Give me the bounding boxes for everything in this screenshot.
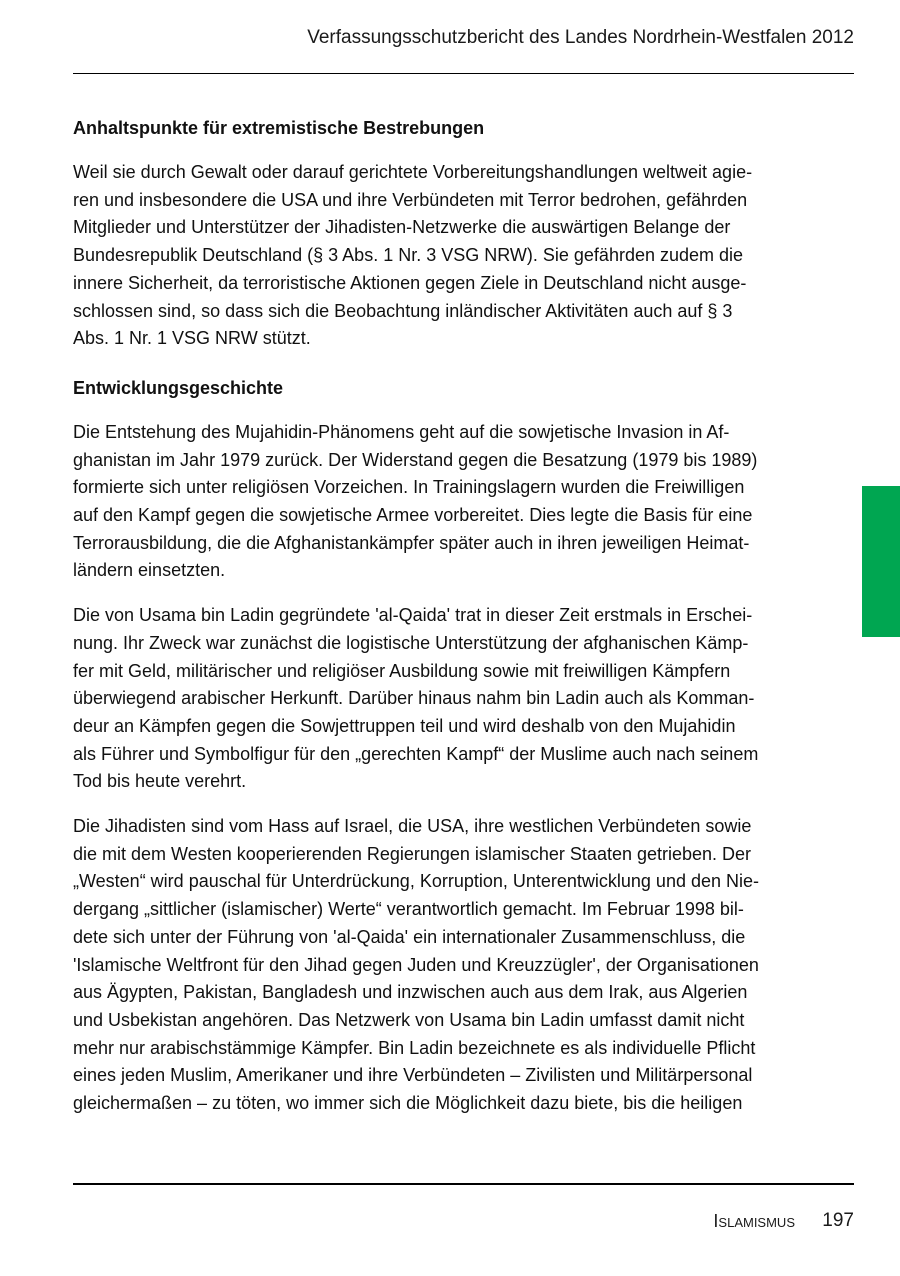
section-extremist-indicators xyxy=(73,114,813,353)
paragraph xyxy=(73,813,813,1118)
page-number: 197 xyxy=(822,1210,854,1231)
text-line: Mitglieder und Unterstützer der Jihadisten-Netzwerke die auswärtigen Belange der xyxy=(73,217,731,238)
text-line: Die von Usama bin Ladin gegründete 'al-Qaida' trat in dieser Zeit erstmals in Erschei- xyxy=(73,605,753,626)
text-line: fer mit Geld, militärischer und religiöser Ausbildung sowie mit freiwilligen Kämpfern xyxy=(73,660,731,681)
footer-section-label: Islamismus xyxy=(713,1211,795,1231)
text-line: mehr nur arabischstämmige Kämpfer. Bin Ladin bezeichnete es als individuelle Pflicht xyxy=(73,1037,756,1058)
running-header-title: Verfassungsschutzbericht des Landes Nordrhein-Westfalen 2012 xyxy=(307,27,854,48)
footer-divider xyxy=(73,1183,854,1185)
text-line: ren und insbesondere die USA und ihre Verbündeten mit Terror bedrohen, gefährden xyxy=(73,189,748,210)
text-line: die mit dem Westen kooperierenden Regierungen islamischer Staaten getrieben. Der xyxy=(73,843,752,864)
text-line: überwiegend arabischer Herkunft. Darüber hinaus nahm bin Ladin auch als Komman- xyxy=(73,688,755,709)
text-line: Weil sie durch Gewalt oder darauf gerichtete Vorbereitungshandlungen weltweit agie- xyxy=(73,162,753,182)
text-line: als Führer und Symbolfigur für den „gerechten Kampf“ der Muslime auch nach seinem xyxy=(73,743,759,764)
section-heading: Anhaltspunkte für extremistische Bestrebungen xyxy=(73,118,485,138)
text-line: aus Ägypten, Pakistan, Bangladesh und inzwischen auch aus dem Irak, aus Algerien xyxy=(73,982,748,1003)
section-heading: Entwicklungsgeschichte xyxy=(73,377,284,398)
text-line: deur an Kämpfen gegen die Sowjettruppen teil und wird deshalb von den Mujahidin xyxy=(73,715,736,736)
text-line: 'Islamische Weltfront für den Jihad gegen Juden und Kreuzzügler', der Organisationen xyxy=(73,954,759,975)
page-body xyxy=(73,114,813,1118)
header-divider xyxy=(73,73,854,74)
text-line: Bundesrepublik Deutschland (§ 3 Abs. 1 Nr. 3 VSG NRW). Sie gefährden zudem die xyxy=(73,245,744,266)
paragraph xyxy=(73,602,813,796)
text-line: schlossen sind, so dass sich die Beobachtung inländischer Aktivitäten auch auf § 3 xyxy=(73,300,733,321)
text-line: Tod bis heute verehrt. xyxy=(73,771,247,792)
text-line: auf den Kampf gegen die sowjetische Armee vorbereitet. Dies legte die Basis für eine xyxy=(73,505,753,526)
text-line: formierte sich unter religiösen Vorzeichen. In Trainingslagern wurden die Freiwilligen xyxy=(73,477,745,498)
text-line: dergang „sittlicher (islamischer) Werte“ verantwortlich gemacht. Im Februar 1998 bil- xyxy=(73,899,744,920)
text-line: Die Entstehung des Mujahidin-Phänomens geht auf die sowjetische Invasion in Af- xyxy=(73,421,730,442)
text-line: eines jeden Muslim, Amerikaner und ihre Verbündeten – Zivilisten und Militärpersonal xyxy=(73,1065,753,1086)
text-line: „Westen“ wird pauschal für Unterdrückung, Korruption, Unterentwicklung und den Nie- xyxy=(73,871,760,892)
text-line: Abs. 1 Nr. 1 VSG NRW stützt. xyxy=(73,328,311,349)
paragraph xyxy=(73,419,813,585)
text-line: ländern einsetzten. xyxy=(73,560,226,581)
text-line: dete sich unter der Führung von 'al-Qaida' ein internationaler Zusammenschluss, die xyxy=(73,926,746,947)
paragraph xyxy=(73,159,813,353)
text-line: Terrorausbildung, die die Afghanistankämpfer später auch in ihren jeweiligen Heimat- xyxy=(73,532,750,553)
text-line: nung. Ihr Zweck war zunächst die logistische Unterstützung der afghanischen Kämp- xyxy=(73,632,749,653)
text-line: ghanistan im Jahr 1979 zurück. Der Widerstand gegen die Besatzung (1979 bis 1989) xyxy=(73,449,758,470)
section-history xyxy=(73,374,813,1118)
text-line: gleichermaßen – zu töten, wo immer sich die Möglichkeit dazu biete, bis die heiligen xyxy=(73,1093,743,1114)
section-spacer xyxy=(73,353,813,374)
text-line: innere Sicherheit, da terroristische Aktionen gegen Ziele in Deutschland nicht ausge- xyxy=(73,272,747,293)
text-line: und Usbekistan angehören. Das Netzwerk von Usama bin Ladin umfasst damit nicht xyxy=(73,1009,745,1030)
text-line: Die Jihadisten sind vom Hass auf Israel, die USA, ihre westlichen Verbündeten sowie xyxy=(73,816,752,837)
chapter-side-tab xyxy=(862,486,900,637)
